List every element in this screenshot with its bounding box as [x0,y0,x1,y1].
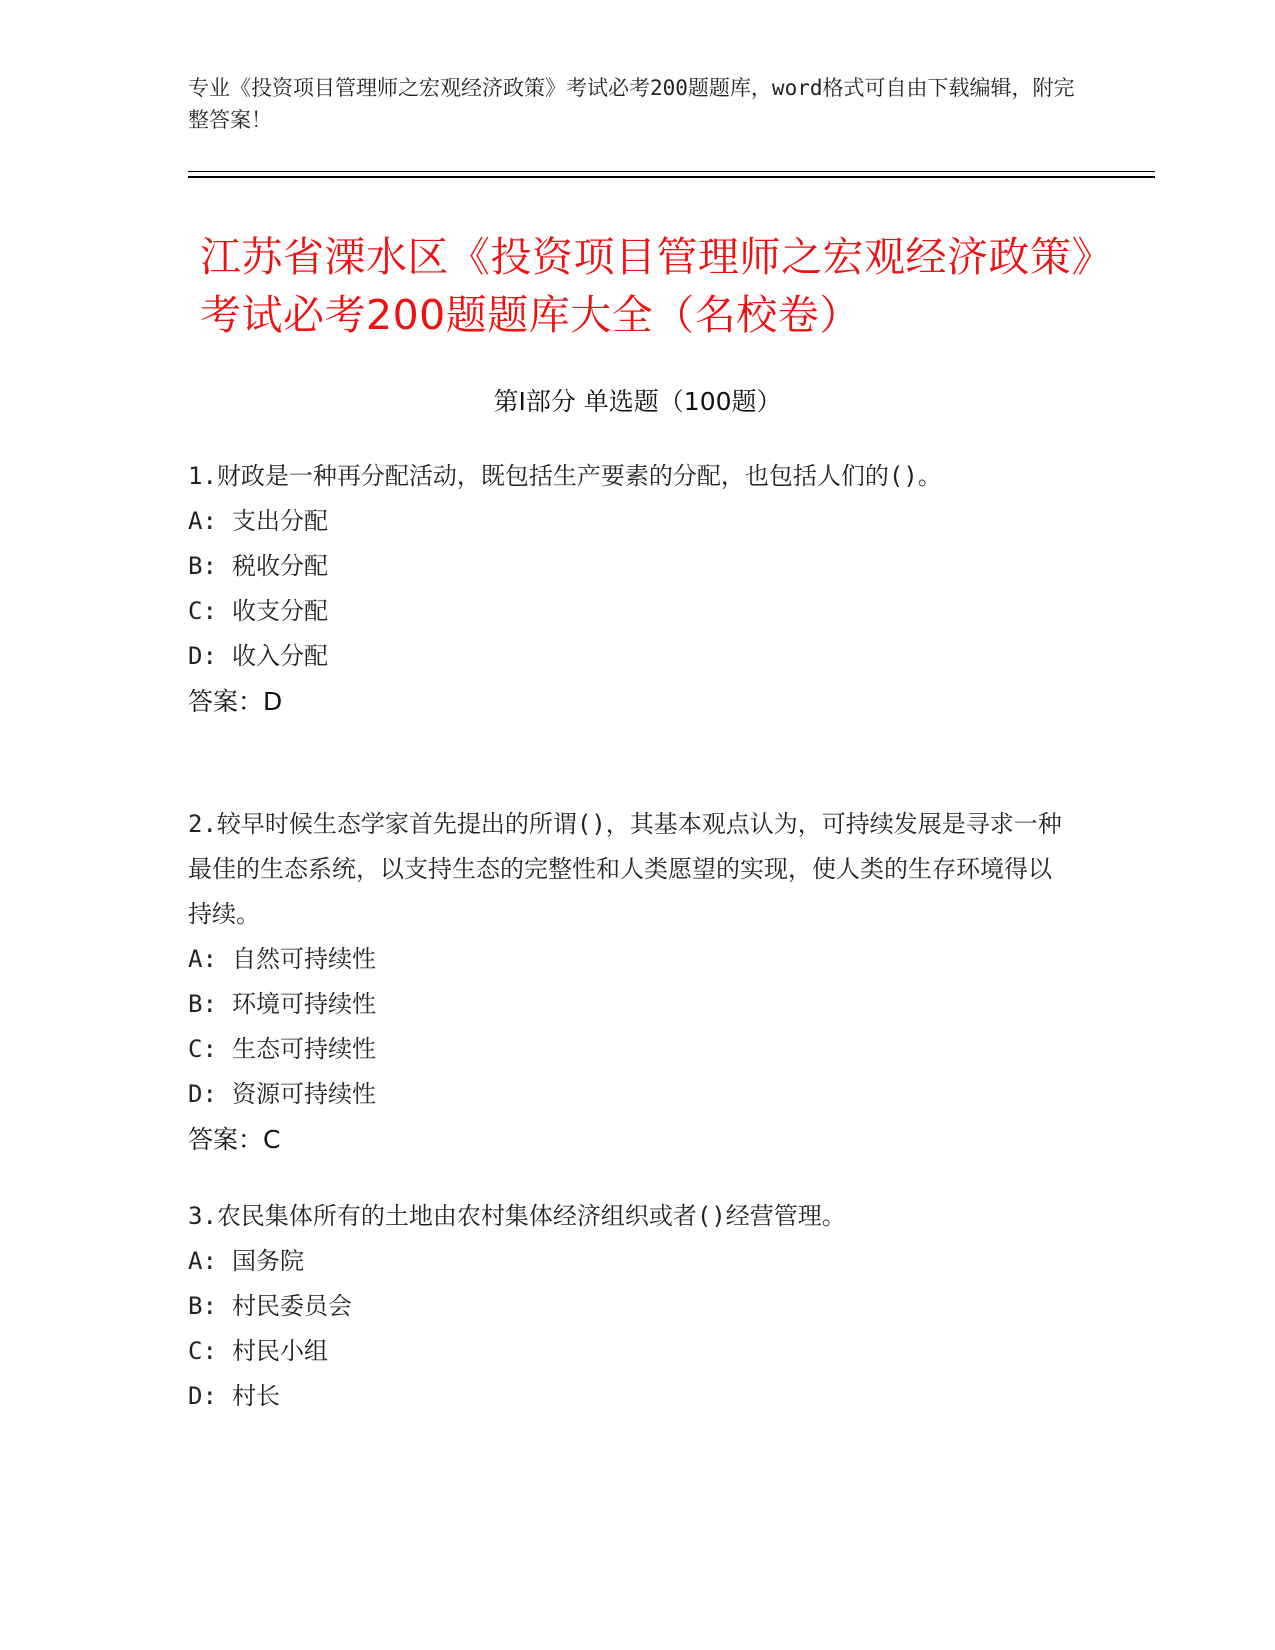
option-c [188,1329,1068,1374]
question-2 [188,802,1068,1162]
option-text: 生态可持续性 [232,1035,376,1063]
question-3 [188,1194,1068,1419]
option-letter: D: [188,642,217,670]
document-title: 江苏省溧水区《投资项目管理师之宏观经济政策》考试必考200题题库大全（名校卷） [200,233,1093,339]
option-text: 资源可持续性 [232,1080,376,1108]
question-stem: 1.财政是一种再分配活动，既包括生产要素的分配，也包括人们的()。 [188,462,942,490]
option-letter: B: [188,990,217,1018]
option-letter: A: [188,945,217,973]
option-letter: C: [188,1035,217,1063]
option-d [188,1374,1068,1419]
answer-label: 答案：D [188,687,283,716]
option-b [188,982,1068,1027]
option-text: 收支分配 [232,597,328,625]
header-rule-thick [188,176,1155,178]
option-a [188,1239,1068,1284]
option-letter: B: [188,552,217,580]
option-letter: C: [188,597,217,625]
option-letter: B: [188,1292,217,1320]
option-text: 国务院 [232,1247,304,1275]
option-d [188,1072,1068,1117]
option-letter: D: [188,1382,217,1410]
option-text: 村长 [232,1382,280,1410]
option-b [188,1284,1068,1329]
option-text: 自然可持续性 [232,945,376,973]
option-letter: D: [188,1080,217,1108]
question-stem: 3.农民集体所有的土地由农村集体经济组织或者()经营管理。 [188,1202,846,1230]
answer-label: 答案：C [188,1125,281,1154]
option-letter: C: [188,1337,217,1365]
option-c [188,1027,1068,1072]
option-b [188,544,1068,589]
header-rule-thin [188,171,1155,172]
option-d [188,634,1068,679]
option-letter: A: [188,1247,217,1275]
question-1 [188,454,1068,724]
option-a [188,499,1068,544]
option-a [188,937,1068,982]
option-text: 环境可持续性 [232,990,376,1018]
option-text: 村民小组 [232,1337,328,1365]
header-note: 专业《投资项目管理师之宏观经济政策》考试必考200题题库，word格式可自由下载编辑，附完整答案！ [188,76,1075,132]
option-c [188,589,1068,634]
question-stem: 2.较早时候生态学家首先提出的所谓()，其基本观点认为，可持续发展是寻求一种最佳的生态系统，以支持生态的完整性和人类愿望的实现，使人类的生存环境得以持续。 [188,810,1062,928]
option-text: 支出分配 [232,507,328,535]
option-letter: A: [188,507,217,535]
option-text: 收入分配 [232,642,328,670]
section-heading: 第Ⅰ部分 单选题（100题） [493,387,782,416]
option-text: 村民委员会 [232,1292,352,1320]
option-text: 税收分配 [232,552,328,580]
